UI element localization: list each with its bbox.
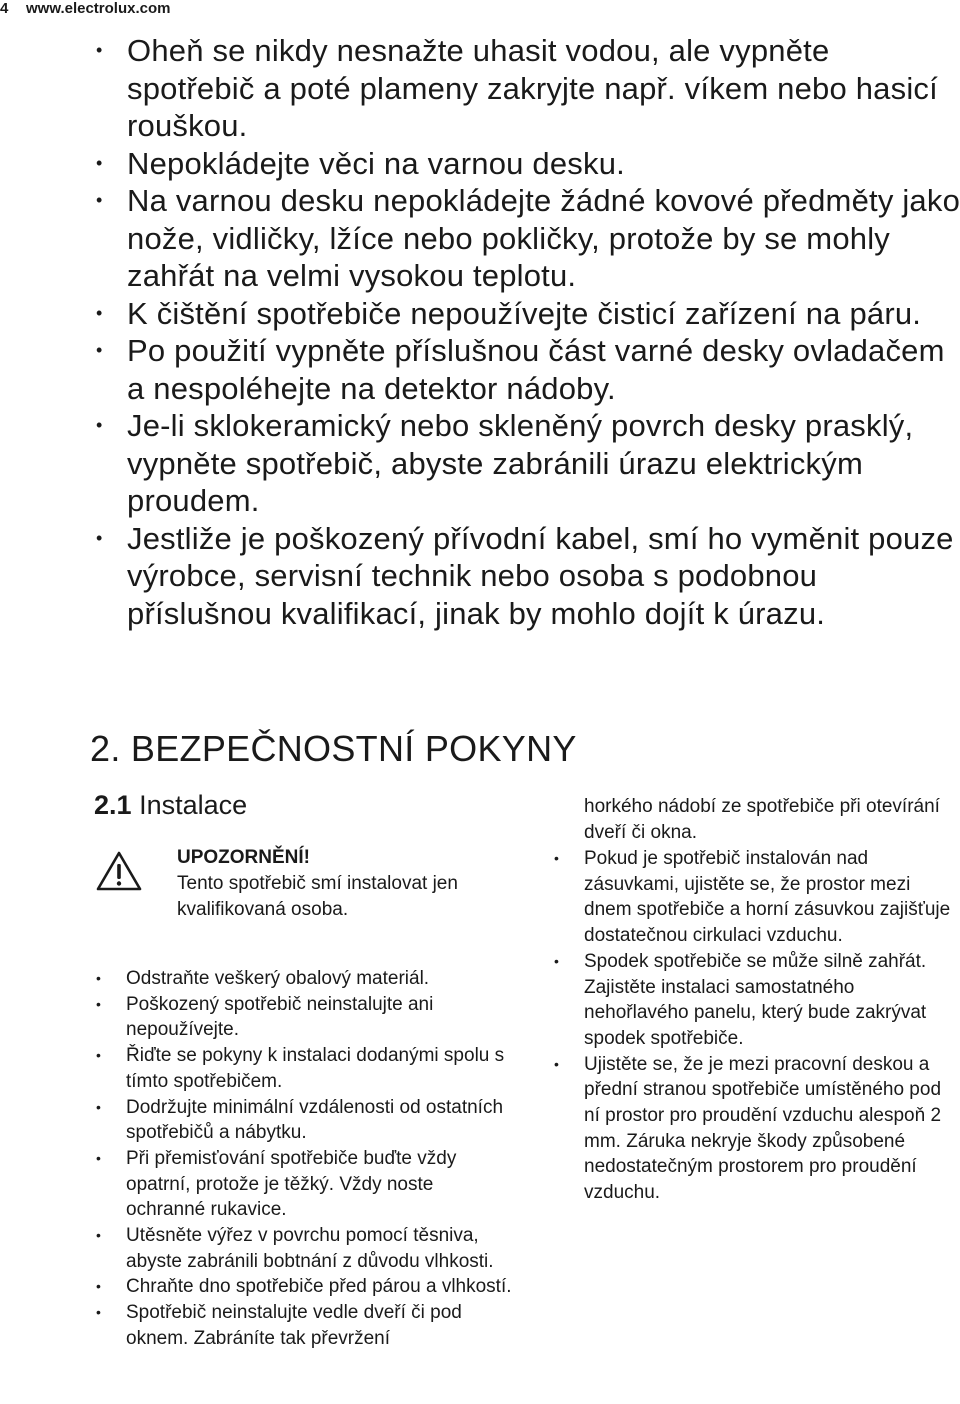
list-item: • Je-li sklokeramický nebo skleněný povrch desky prasklý, vypněte spotřebič, abyste zabránili úrazu elektrickým proudem. bbox=[90, 407, 960, 520]
list-item: • Odstraňte veškerý obalový materiál. bbox=[94, 966, 514, 992]
list-item: • Řiďte se pokyny k instalaci dodanými spolu s tímto spotřebičem. bbox=[94, 1043, 514, 1094]
warning-triangle-icon bbox=[96, 850, 142, 892]
installation-list-right bbox=[552, 846, 960, 1206]
list-item: • Ujistěte se, že je mezi pracovní deskou a přední stranou spotřebiče umístěného pod ní prostor pro proudění vzduchu alespoň 2 mm. Záruka nekryje škody způsobené nedostatečným prostorem pro proudění vzduchu. bbox=[552, 1052, 960, 1206]
subsection-title: Instalace bbox=[139, 790, 248, 820]
section-title: 2. BEZPEČNOSTNÍ POKYNY bbox=[90, 728, 577, 769]
list-item: • K čištění spotřebiče nepoužívejte čisticí zařízení na páru. bbox=[90, 295, 960, 333]
list-item: • Chraňte dno spotřebiče před párou a vlhkostí. bbox=[94, 1274, 514, 1300]
list-item: • Spotřebič neinstalujte vedle dveří či pod oknem. Zabráníte tak převržení bbox=[94, 1300, 514, 1351]
list-item: • Na varnou desku nepokládejte žádné kovové předměty jako nože, vidličky, lžíce nebo pokličky, protože by se mohly zahřát na velmi vysokou teplotu. bbox=[90, 182, 960, 295]
list-item: • Pokud je spotřebič instalován nad zásuvkami, ujistěte se, že prostor mezi dnem spotřebiče a horní zásuvkou zajišťuje dostatečnou cirkulaci vzduchu. bbox=[552, 846, 960, 949]
warning-title: UPOZORNĚNÍ! bbox=[177, 847, 310, 868]
continued-text: horkého nádobí ze spotřebiče při otevírání dveří či okna. bbox=[584, 796, 940, 843]
warning-text: Tento spotřebič smí instalovat jen kvalifikovaná osoba. bbox=[177, 873, 458, 920]
list-item: • Oheň se nikdy nesnažte uhasit vodou, ale vypněte spotřebič a poté plameny zakryjte např. víkem nebo hasicí rouškou. bbox=[90, 32, 960, 145]
list-item: • Po použití vypněte příslušnou část varné desky ovladačem a nespoléhejte na detektor nádoby. bbox=[90, 332, 960, 407]
subsection-number: 2.1 bbox=[94, 790, 132, 820]
installation-list-left bbox=[94, 966, 514, 1352]
list-item: • Jestliže je poškozený přívodní kabel, smí ho vyměnit pouze výrobce, servisní technik nebo osoba s podobnou příslušnou kvalifikací, jinak by mohlo dojít k úrazu. bbox=[90, 520, 960, 633]
site-url: www.electrolux.com bbox=[26, 0, 171, 17]
list-item: • Spodek spotřebiče se může silně zahřát. Zajistěte instalaci samostatného nehořlavého panelu, který bude zakrývat spodek spotřebiče. bbox=[552, 949, 960, 1052]
page-number: 4 bbox=[0, 0, 9, 17]
list-item: • Při přemisťování spotřebiče buďte vždy opatrní, protože je těžký. Vždy noste ochranné rukavice. bbox=[94, 1146, 514, 1223]
list-item: • Poškozený spotřebič neinstalujte ani nepoužívejte. bbox=[94, 992, 514, 1043]
list-item: • Utěsněte výřez v povrchu pomocí těsniva, abyste zabránili bobtnání z důvodu vlhkosti. bbox=[94, 1223, 514, 1274]
list-item: • Nepokládejte věci na varnou desku. bbox=[90, 145, 960, 183]
warning-box bbox=[177, 845, 487, 923]
list-item: • Dodržujte minimální vzdálenosti od ostatních spotřebičů a nábytku. bbox=[94, 1095, 514, 1146]
safety-list bbox=[90, 32, 960, 632]
subsection-heading bbox=[94, 790, 247, 821]
